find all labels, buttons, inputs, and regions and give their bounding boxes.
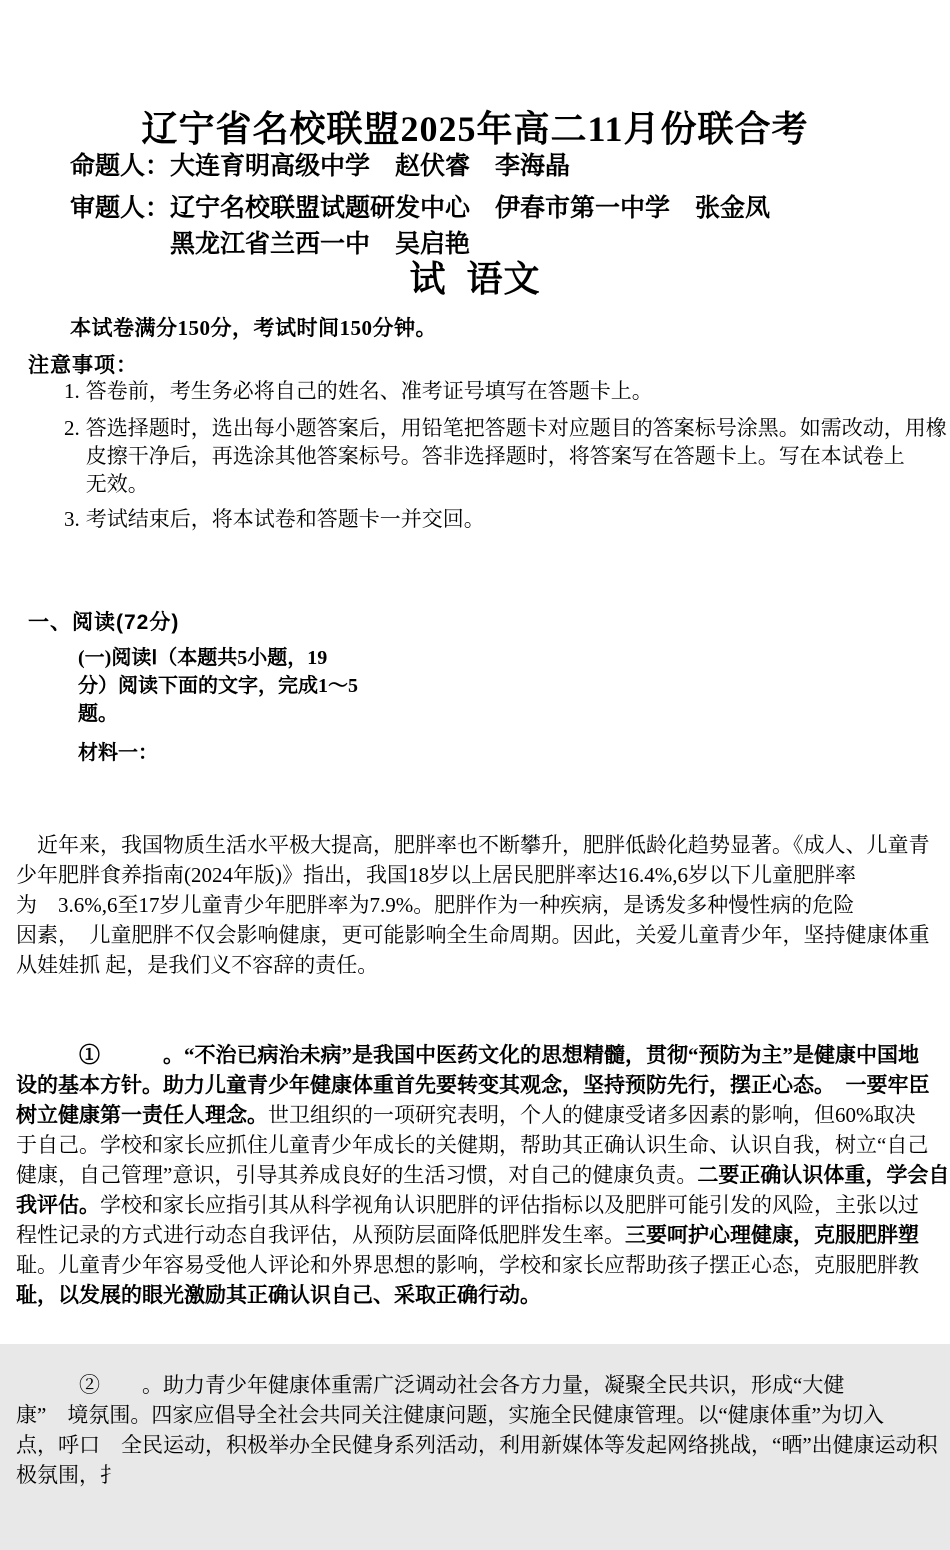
notice-item-text xyxy=(86,505,485,533)
text-line xyxy=(16,830,942,860)
text-segment: ② 。助力青少年健康体重需广泛调动社会各方力量，凝聚全民共识，形成“大健 xyxy=(16,1373,845,1397)
text-line xyxy=(16,1100,942,1130)
text-line xyxy=(16,920,942,950)
text-line xyxy=(16,1220,942,1250)
text-line: (一)阅读Ⅰ（本题共5小题，19 xyxy=(78,647,328,669)
text-segment: 康” 境氛围。四家应倡导全社会共同关注健康问题，实施全民健康管理。以“健康体重”为切入 xyxy=(16,1403,884,1427)
text-segment: 我评估。 xyxy=(16,1193,100,1217)
notice-item-text xyxy=(86,377,653,405)
notice-item-text xyxy=(86,414,947,498)
material-one-paragraph xyxy=(16,830,942,980)
text-line xyxy=(16,1250,942,1280)
reviewer-line: 审题人：辽宁名校联盟试题研发中心 伊春市第一中学 张金凤 xyxy=(70,194,771,222)
section-heading-reading: 一、阅读(72分) xyxy=(28,611,180,634)
text-line xyxy=(16,1190,942,1220)
text-line xyxy=(16,1130,942,1160)
notice-item-number: 3. xyxy=(64,507,80,531)
text-line xyxy=(16,1400,942,1430)
text-segment: 树立健康第一责任人理念。 xyxy=(16,1103,268,1127)
material-one-body xyxy=(16,770,950,1550)
notice-item-number: 1. xyxy=(64,379,80,403)
text-segment: 三要呵护心理健康，克服肥胖塑 xyxy=(625,1223,919,1247)
text-segment: 因素， 儿童肥胖不仅会影响健康，更可能影响全生命周期。因此，关爱儿童青少年，坚持健康体重 xyxy=(16,923,930,947)
notice-item-2 xyxy=(64,414,947,498)
text-line xyxy=(16,1280,942,1310)
text-segment: 耻。儿童青少年容易受他人评论和外界思想的影响，学校和家长应帮助孩子摆正心态，克服肥胖教 xyxy=(16,1253,919,1277)
exam-title-line-1: 辽宁省名校联盟2025年高二11月份联合考 xyxy=(141,109,809,149)
text-line xyxy=(16,1160,950,1190)
text-segment: 学校和家长应指引其从科学视角认识肥胖的评估指标以及肥胖可能引发的风险，主张以过 xyxy=(100,1193,919,1217)
text-line: 答卷前，考生务必将自己的姓名、准考证号填写在答题卡上。 xyxy=(85,379,653,403)
notice-item-number: 2. xyxy=(64,416,80,440)
paragraph-circle-2 xyxy=(16,1370,942,1490)
text-line: 考试结束后，将本试卷和答题卡一并交回。 xyxy=(85,507,485,531)
reading-part1-instruction xyxy=(78,644,358,728)
text-line xyxy=(16,1070,942,1100)
text-line xyxy=(16,950,942,980)
text-line: 皮擦干净后，再选涂其他答案标号。答非选择题时，将答案写在答题卡上。写在本试卷上 xyxy=(85,444,905,468)
text-segment: 健康，自己管理”意识，引导其养成良好的生活习惯，对自己的健康负责。 xyxy=(16,1163,698,1187)
exam-title-line-2: 试 语文 xyxy=(409,259,541,299)
text-line: 无效。 xyxy=(85,472,149,496)
text-segment: 程性记录的方式进行动态自我评估，从预防层面降低肥胖发生率。 xyxy=(16,1223,625,1247)
notice-item-1 xyxy=(64,377,932,405)
text-segment: 点，呼口 全民运动，积极举办全民健身系列活动，利用新媒体等发起网络挑战，“晒”出健康运动积 xyxy=(16,1433,938,1457)
text-segment: 少年肥胖食养指南(2024年版)》指出，我国18岁以上居民肥胖率达16.4%,6岁以下儿童肥胖率 xyxy=(16,863,856,887)
text-segment: ① 。“不治已病治未病”是我国中医药文化的思想精髓，贯彻“预防为主”是健康中国地 xyxy=(16,1043,919,1067)
text-segment: 极氛围，扌 xyxy=(16,1463,121,1487)
text-segment: 于自己。学校和家长应抓住儿童青少年成长的关健期，帮助其正确认识生命、认识自我，树立“自己 xyxy=(16,1133,929,1157)
notice-item-3 xyxy=(64,505,932,533)
text-segment: 二要正确认识体重，学会自 xyxy=(697,1163,950,1187)
paragraph-circle-1 xyxy=(16,1040,950,1310)
text-line xyxy=(16,860,942,890)
text-line xyxy=(16,1430,942,1460)
text-line xyxy=(16,1040,942,1070)
text-line: 答选择题时，选出每小题答案后，用铅笔把答题卡对应题目的答案标号涂黑。如需改动，用橡 xyxy=(85,416,947,440)
text-segment: 近年来，我国物质生活水平极大提高，肥胖率也不断攀升，肥胖低龄化趋势显著。《成人、儿童青 xyxy=(16,833,930,857)
text-line xyxy=(16,890,942,920)
text-segment: 从娃娃抓 起，是我们义不容辞的责任。 xyxy=(16,953,379,977)
text-line xyxy=(16,1370,942,1400)
proposer-line: 命题人：大连育明高级中学 赵伏睿 李海晶 xyxy=(70,152,571,180)
text-line: 题。 xyxy=(78,703,118,725)
text-line xyxy=(16,1460,942,1490)
text-line: 分）阅读下面的文字，完成1～5 xyxy=(78,675,358,697)
reviewer-line-continued: 黑龙江省兰西一中 吴启艳 xyxy=(170,230,471,258)
material-one-label: 材料一： xyxy=(78,742,158,764)
text-segment: 世卫组织的一项研究表明，个人的健康受诸多因素的影响，但60%取决 xyxy=(268,1103,916,1127)
text-segment: 为 3.6%,6至17岁儿童青少年肥胖率为7.9%。肥胖作为一种疾病，是诱发多种慢性病的危险 xyxy=(16,893,855,917)
text-segment: 设的基本方针。助力儿童青少年健康体重首先要转变其观念，坚持预防先行，摆正心态。 一要牢臣 xyxy=(16,1073,930,1097)
text-segment: 耻，以发展的眼光激励其正确认识自己、采取正确行动。 xyxy=(16,1283,541,1307)
notice-heading: 注意事项： xyxy=(28,353,138,377)
exam-score-duration: 本试卷满分150分，考试时间150分钟。 xyxy=(70,316,437,340)
